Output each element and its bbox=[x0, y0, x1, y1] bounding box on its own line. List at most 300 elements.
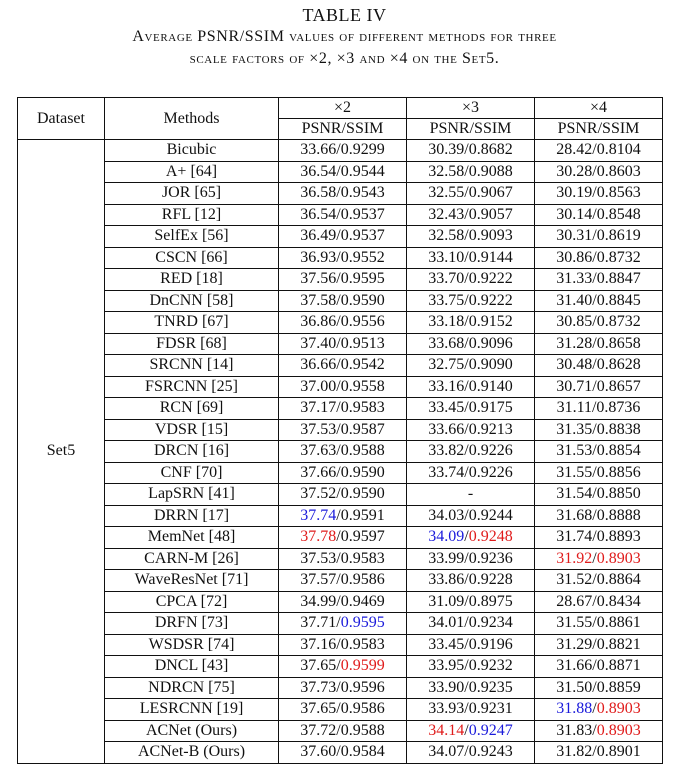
value-separator: / bbox=[464, 356, 469, 374]
value-separator: / bbox=[336, 162, 341, 180]
ssim-value: 0.8732 bbox=[596, 313, 641, 331]
score-cell-x2 bbox=[279, 441, 407, 463]
value-separator: / bbox=[464, 377, 469, 395]
score-cell-x2 bbox=[279, 398, 407, 420]
ssim-value: 0.8864 bbox=[596, 571, 641, 589]
value-separator: / bbox=[464, 678, 469, 696]
value-separator: / bbox=[464, 399, 469, 417]
dataset-cell: Set5 bbox=[18, 140, 105, 764]
ssim-value: 0.8434 bbox=[596, 592, 641, 610]
ssim-value: 0.8658 bbox=[596, 334, 641, 352]
psnr-value: 31.53 bbox=[556, 442, 593, 460]
psnr-value: 31.09 bbox=[428, 592, 465, 610]
psnr-value: 37.72 bbox=[300, 721, 337, 739]
psnr-value: 31.54 bbox=[556, 485, 593, 503]
score-cell-x4 bbox=[535, 355, 663, 377]
score-cell-x3 bbox=[407, 484, 535, 506]
method-cell: Bicubic bbox=[105, 140, 279, 162]
ssim-value: 0.9140 bbox=[468, 377, 513, 395]
ssim-value: 0.9067 bbox=[468, 184, 513, 202]
ssim-value: 0.9595 bbox=[340, 614, 385, 632]
psnr-value: 36.93 bbox=[300, 248, 337, 266]
value-separator: / bbox=[592, 571, 597, 589]
score-cell-x2 bbox=[279, 204, 407, 226]
score-cell-x2 bbox=[279, 570, 407, 592]
score-cell-x2 bbox=[279, 290, 407, 312]
score-cell-x4 bbox=[535, 419, 663, 441]
table-row bbox=[18, 290, 663, 312]
value-separator: / bbox=[592, 334, 597, 352]
ssim-value: 0.8854 bbox=[596, 442, 641, 460]
psnr-value: 30.28 bbox=[556, 162, 593, 180]
ssim-value: 0.9591 bbox=[340, 506, 385, 524]
value-separator: / bbox=[336, 356, 341, 374]
value-separator: / bbox=[592, 549, 597, 567]
psnr-value: 32.75 bbox=[428, 356, 465, 374]
value-separator: / bbox=[336, 700, 341, 718]
psnr-value: 31.35 bbox=[556, 420, 593, 438]
psnr-value: 34.03 bbox=[428, 506, 465, 524]
ssim-value: 0.8903 bbox=[596, 721, 641, 739]
table-row bbox=[18, 441, 663, 463]
method-cell: DRCN [16] bbox=[105, 441, 279, 463]
value-separator: / bbox=[592, 420, 597, 438]
ssim-value: 0.9090 bbox=[468, 356, 513, 374]
method-cell: DRRN [17] bbox=[105, 505, 279, 527]
score-cell-x2 bbox=[279, 613, 407, 635]
value-separator: / bbox=[336, 657, 341, 675]
score-cell-x3 bbox=[407, 269, 535, 291]
score-cell-x3 bbox=[407, 290, 535, 312]
ssim-value: 0.9597 bbox=[340, 528, 385, 546]
header-scale-x2: ×2 bbox=[279, 98, 407, 119]
method-cell: JOR [65] bbox=[105, 183, 279, 205]
value-separator: / bbox=[464, 743, 469, 761]
value-separator: / bbox=[592, 248, 597, 266]
psnr-value: 37.17 bbox=[300, 399, 337, 417]
value-separator: / bbox=[464, 528, 469, 546]
psnr-value: 37.52 bbox=[300, 485, 337, 503]
ssim-value: 0.9244 bbox=[468, 506, 513, 524]
psnr-value: 33.95 bbox=[428, 657, 465, 675]
value-separator: / bbox=[464, 162, 469, 180]
score-cell-x2 bbox=[279, 140, 407, 162]
value-separator: / bbox=[464, 571, 469, 589]
table-row bbox=[18, 355, 663, 377]
header-scale-x4: ×4 bbox=[535, 98, 663, 119]
score-cell-x3 bbox=[407, 140, 535, 162]
ssim-value: 0.9213 bbox=[468, 420, 513, 438]
value-separator: / bbox=[592, 356, 597, 374]
method-cell: LESRCNN [19] bbox=[105, 699, 279, 721]
value-separator: / bbox=[464, 635, 469, 653]
ssim-value: 0.9543 bbox=[340, 184, 385, 202]
table-label: TABLE IV bbox=[302, 5, 387, 25]
ssim-value: 0.8736 bbox=[596, 399, 641, 417]
ssim-value: 0.9057 bbox=[468, 205, 513, 223]
table-row bbox=[18, 226, 663, 248]
score-cell-x4 bbox=[535, 548, 663, 570]
ssim-value: 0.9595 bbox=[340, 270, 385, 288]
header-dataset: Dataset bbox=[18, 98, 105, 140]
psnr-value: 33.86 bbox=[428, 571, 465, 589]
ssim-value: 0.9226 bbox=[468, 463, 513, 481]
ssim-value: 0.9469 bbox=[340, 592, 385, 610]
psnr-value: 37.16 bbox=[300, 635, 337, 653]
ssim-value: 0.8975 bbox=[468, 592, 513, 610]
ssim-value: 0.9583 bbox=[340, 549, 385, 567]
method-cell: FDSR [68] bbox=[105, 333, 279, 355]
psnr-value: 37.71 bbox=[300, 614, 337, 632]
score-cell-x2 bbox=[279, 742, 407, 764]
header-methods: Methods bbox=[105, 98, 279, 140]
score-cell-x4 bbox=[535, 462, 663, 484]
value-separator: / bbox=[592, 678, 597, 696]
score-cell-x4 bbox=[535, 312, 663, 334]
psnr-value: 33.93 bbox=[428, 700, 465, 718]
score-cell-x2 bbox=[279, 247, 407, 269]
score-cell-x2 bbox=[279, 720, 407, 742]
ssim-value: 0.9584 bbox=[340, 743, 385, 761]
value-separator: / bbox=[592, 506, 597, 524]
value-separator: / bbox=[336, 270, 341, 288]
value-separator: / bbox=[592, 184, 597, 202]
psnr-value: 31.40 bbox=[556, 291, 593, 309]
ssim-value: 0.8628 bbox=[596, 356, 641, 374]
score-cell-x3 bbox=[407, 398, 535, 420]
value-separator: / bbox=[592, 592, 597, 610]
value-separator: / bbox=[464, 270, 469, 288]
ssim-value: 0.8548 bbox=[596, 205, 641, 223]
ssim-value: 0.8104 bbox=[596, 141, 641, 159]
score-cell-x2 bbox=[279, 634, 407, 656]
score-cell-x2 bbox=[279, 333, 407, 355]
psnr-value: 31.83 bbox=[556, 721, 593, 739]
value-separator: / bbox=[464, 227, 469, 245]
psnr-value: 36.54 bbox=[300, 162, 337, 180]
score-cell-x3 bbox=[407, 462, 535, 484]
psnr-value: 34.14 bbox=[428, 721, 465, 739]
method-cell: ACNet (Ours) bbox=[105, 720, 279, 742]
ssim-value: 0.9226 bbox=[468, 442, 513, 460]
header-row bbox=[18, 98, 663, 119]
value-separator: / bbox=[592, 485, 597, 503]
header-scale-x3: ×3 bbox=[407, 98, 535, 119]
psnr-value: 32.43 bbox=[428, 205, 465, 223]
score-cell-x2 bbox=[279, 376, 407, 398]
score-cell-x4 bbox=[535, 527, 663, 549]
value-separator: / bbox=[592, 313, 597, 331]
value-separator: / bbox=[592, 721, 597, 739]
table-row bbox=[18, 312, 663, 334]
score-cell-x3 bbox=[407, 699, 535, 721]
psnr-value: 31.55 bbox=[556, 614, 593, 632]
psnr-value: 36.54 bbox=[300, 205, 337, 223]
score-cell-x4 bbox=[535, 183, 663, 205]
value-separator: / bbox=[464, 420, 469, 438]
score-cell-x3 bbox=[407, 226, 535, 248]
ssim-value: 0.8871 bbox=[596, 657, 641, 675]
score-cell-x4 bbox=[535, 398, 663, 420]
psnr-value: 30.71 bbox=[556, 377, 593, 395]
psnr-value: 37.60 bbox=[300, 743, 337, 761]
psnr-value: 31.82 bbox=[556, 743, 593, 761]
score-cell-x4 bbox=[535, 333, 663, 355]
score-cell-x4 bbox=[535, 247, 663, 269]
value-separator: / bbox=[464, 291, 469, 309]
table-row bbox=[18, 570, 663, 592]
method-cell: A+ [64] bbox=[105, 161, 279, 183]
psnr-value: 36.86 bbox=[300, 313, 337, 331]
value-separator: / bbox=[336, 635, 341, 653]
value-separator: / bbox=[336, 313, 341, 331]
ssim-value: 0.8861 bbox=[596, 614, 641, 632]
value-separator: / bbox=[336, 506, 341, 524]
value-separator: / bbox=[464, 549, 469, 567]
ssim-value: 0.8903 bbox=[596, 549, 641, 567]
value-separator: / bbox=[592, 657, 597, 675]
score-cell-x4 bbox=[535, 591, 663, 613]
psnr-value: 37.63 bbox=[300, 442, 337, 460]
ssim-value: 0.9588 bbox=[340, 442, 385, 460]
score-cell-x4 bbox=[535, 441, 663, 463]
psnr-value: 36.49 bbox=[300, 227, 337, 245]
ssim-value: 0.9558 bbox=[340, 377, 385, 395]
psnr-value: 33.99 bbox=[428, 549, 465, 567]
value-separator: / bbox=[592, 528, 597, 546]
score-cell-x2 bbox=[279, 355, 407, 377]
psnr-value: 33.45 bbox=[428, 399, 465, 417]
method-cell: WSDSR [74] bbox=[105, 634, 279, 656]
value-separator: / bbox=[592, 377, 597, 395]
method-cell: CSCN [66] bbox=[105, 247, 279, 269]
method-cell: RED [18] bbox=[105, 269, 279, 291]
score-cell-x2 bbox=[279, 548, 407, 570]
value-separator: / bbox=[592, 270, 597, 288]
ssim-value: 0.9583 bbox=[340, 399, 385, 417]
psnr-value: 32.58 bbox=[428, 162, 465, 180]
ssim-value: 0.9544 bbox=[340, 162, 385, 180]
header-metric-x4: PSNR/SSIM bbox=[535, 119, 663, 140]
ssim-value: 0.8563 bbox=[596, 184, 641, 202]
psnr-value: 37.65 bbox=[300, 657, 337, 675]
ssim-value: 0.9196 bbox=[468, 635, 513, 653]
value-separator: / bbox=[592, 614, 597, 632]
score-cell-x2 bbox=[279, 505, 407, 527]
psnr-value: 37.57 bbox=[300, 571, 337, 589]
value-separator: / bbox=[592, 463, 597, 481]
psnr-value: 37.66 bbox=[300, 463, 337, 481]
ssim-value: 0.9228 bbox=[468, 571, 513, 589]
value-separator: / bbox=[464, 657, 469, 675]
value-separator: / bbox=[464, 614, 469, 632]
psnr-value: 30.39 bbox=[428, 141, 465, 159]
psnr-value: 34.99 bbox=[300, 592, 337, 610]
score-cell-x2 bbox=[279, 183, 407, 205]
table-row bbox=[18, 742, 663, 764]
psnr-value: 37.53 bbox=[300, 549, 337, 567]
score-cell-x4 bbox=[535, 570, 663, 592]
psnr-value: 31.74 bbox=[556, 528, 593, 546]
ssim-value: 0.9590 bbox=[340, 485, 385, 503]
psnr-value: 33.45 bbox=[428, 635, 465, 653]
score-cell-x2 bbox=[279, 656, 407, 678]
ssim-value: 0.9590 bbox=[340, 291, 385, 309]
value-separator: / bbox=[336, 592, 341, 610]
table-row bbox=[18, 333, 663, 355]
ssim-value: 0.8619 bbox=[596, 227, 641, 245]
score-cell-x4 bbox=[535, 505, 663, 527]
method-cell: FSRCNN [25] bbox=[105, 376, 279, 398]
value-separator: / bbox=[336, 463, 341, 481]
score-cell-x2 bbox=[279, 699, 407, 721]
value-separator: / bbox=[336, 205, 341, 223]
score-cell-x4 bbox=[535, 269, 663, 291]
score-cell-x3 bbox=[407, 591, 535, 613]
score-cell-x4 bbox=[535, 290, 663, 312]
score-cell-x4 bbox=[535, 613, 663, 635]
psnr-value: 33.10 bbox=[428, 248, 465, 266]
header-metric-x2: PSNR/SSIM bbox=[279, 119, 407, 140]
value-separator: / bbox=[464, 248, 469, 266]
value-separator: / bbox=[464, 184, 469, 202]
psnr-value: 31.92 bbox=[556, 549, 593, 567]
psnr-value: 37.78 bbox=[300, 528, 337, 546]
value-separator: / bbox=[592, 141, 597, 159]
psnr-value: 31.55 bbox=[556, 463, 593, 481]
method-cell: DNCL [43] bbox=[105, 656, 279, 678]
table-body bbox=[18, 140, 663, 764]
score-cell-x3 bbox=[407, 548, 535, 570]
value-separator: / bbox=[336, 334, 341, 352]
value-separator: / bbox=[591, 399, 597, 417]
value-separator: / bbox=[464, 141, 469, 159]
method-cell: TNRD [67] bbox=[105, 312, 279, 334]
ssim-value: 0.9552 bbox=[340, 248, 385, 266]
ssim-value: 0.9088 bbox=[468, 162, 513, 180]
method-cell: RFL [12] bbox=[105, 204, 279, 226]
method-cell: DRFN [73] bbox=[105, 613, 279, 635]
psnr-value: 37.00 bbox=[300, 377, 337, 395]
psnr-value: 31.33 bbox=[556, 270, 593, 288]
value-separator: / bbox=[592, 442, 597, 460]
ssim-value: 0.9234 bbox=[468, 614, 513, 632]
table-row bbox=[18, 591, 663, 613]
ssim-value: 0.9152 bbox=[468, 313, 513, 331]
psnr-value: 33.82 bbox=[428, 442, 465, 460]
ssim-value: 0.9222 bbox=[468, 291, 513, 309]
ssim-value: 0.8603 bbox=[596, 162, 641, 180]
ssim-value: 0.9243 bbox=[468, 743, 513, 761]
score-cell-x4 bbox=[535, 484, 663, 506]
ssim-value: 0.8657 bbox=[596, 377, 641, 395]
value-separator: / bbox=[336, 291, 341, 309]
value-separator: / bbox=[464, 334, 469, 352]
method-cell: WaveResNet [71] bbox=[105, 570, 279, 592]
score-cell-x3 bbox=[407, 742, 535, 764]
value-separator: / bbox=[464, 700, 469, 718]
psnr-value: 37.58 bbox=[300, 291, 337, 309]
score-cell-x3 bbox=[407, 441, 535, 463]
value-separator: / bbox=[336, 399, 341, 417]
method-cell: LapSRN [41] bbox=[105, 484, 279, 506]
method-cell: NDRCN [75] bbox=[105, 677, 279, 699]
psnr-value: 33.16 bbox=[428, 377, 465, 395]
value-separator: / bbox=[464, 205, 469, 223]
value-separator: / bbox=[336, 614, 341, 632]
psnr-value: 28.42 bbox=[556, 141, 593, 159]
ssim-value: 0.9096 bbox=[468, 334, 513, 352]
score-cell-x4 bbox=[535, 656, 663, 678]
ssim-value: 0.9248 bbox=[468, 528, 513, 546]
ssim-value: 0.9599 bbox=[340, 657, 385, 675]
score-cell-x3 bbox=[407, 677, 535, 699]
ssim-value: 0.9556 bbox=[340, 313, 385, 331]
score-cell-x3 bbox=[407, 505, 535, 527]
value-separator: / bbox=[464, 721, 469, 739]
psnr-value: 34.01 bbox=[428, 614, 465, 632]
psnr-value: 37.65 bbox=[300, 700, 337, 718]
score-cell-x4 bbox=[535, 204, 663, 226]
value-separator: / bbox=[336, 678, 341, 696]
ssim-value: 0.9299 bbox=[340, 141, 385, 159]
psnr-value: 30.85 bbox=[556, 313, 593, 331]
ssim-value: 0.9175 bbox=[468, 399, 513, 417]
value-separator: / bbox=[336, 571, 341, 589]
value-separator: / bbox=[336, 248, 341, 266]
score-cell-x2 bbox=[279, 161, 407, 183]
score-cell-x3 bbox=[407, 161, 535, 183]
score-cell-x4 bbox=[535, 699, 663, 721]
ssim-value: 0.9513 bbox=[340, 334, 385, 352]
value-separator: / bbox=[336, 377, 341, 395]
score-cell-x3 bbox=[407, 376, 535, 398]
table-row bbox=[18, 720, 663, 742]
score-cell-x4 bbox=[535, 226, 663, 248]
ssim-value: 0.9236 bbox=[468, 549, 513, 567]
method-cell: DnCNN [58] bbox=[105, 290, 279, 312]
header-metric-x3: PSNR/SSIM bbox=[407, 119, 535, 140]
table-caption bbox=[0, 0, 689, 70]
score-cell-x3 bbox=[407, 247, 535, 269]
value-separator: / bbox=[464, 463, 469, 481]
table-row bbox=[18, 419, 663, 441]
value-separator: / bbox=[336, 184, 341, 202]
ssim-value: 0.8901 bbox=[596, 743, 641, 761]
psnr-value: 34.09 bbox=[428, 528, 465, 546]
table-row bbox=[18, 161, 663, 183]
psnr-value: 30.86 bbox=[556, 248, 593, 266]
method-cell: VDSR [15] bbox=[105, 419, 279, 441]
score-cell-x3 bbox=[407, 183, 535, 205]
value-separator: / bbox=[464, 313, 469, 331]
table-row bbox=[18, 505, 663, 527]
psnr-value: 30.14 bbox=[556, 205, 593, 223]
ssim-value: 0.8893 bbox=[596, 528, 641, 546]
value-separator: / bbox=[592, 635, 597, 653]
results-table bbox=[17, 97, 663, 764]
score-cell-x2 bbox=[279, 484, 407, 506]
score-cell-x2 bbox=[279, 527, 407, 549]
ssim-value: 0.9583 bbox=[340, 635, 385, 653]
ssim-value: 0.9586 bbox=[340, 700, 385, 718]
psnr-value: 31.52 bbox=[556, 571, 593, 589]
method-cell: CPCA [72] bbox=[105, 591, 279, 613]
psnr-value: 37.74 bbox=[300, 506, 337, 524]
score-cell-x2 bbox=[279, 226, 407, 248]
table-row bbox=[18, 183, 663, 205]
score-cell-x4 bbox=[535, 742, 663, 764]
